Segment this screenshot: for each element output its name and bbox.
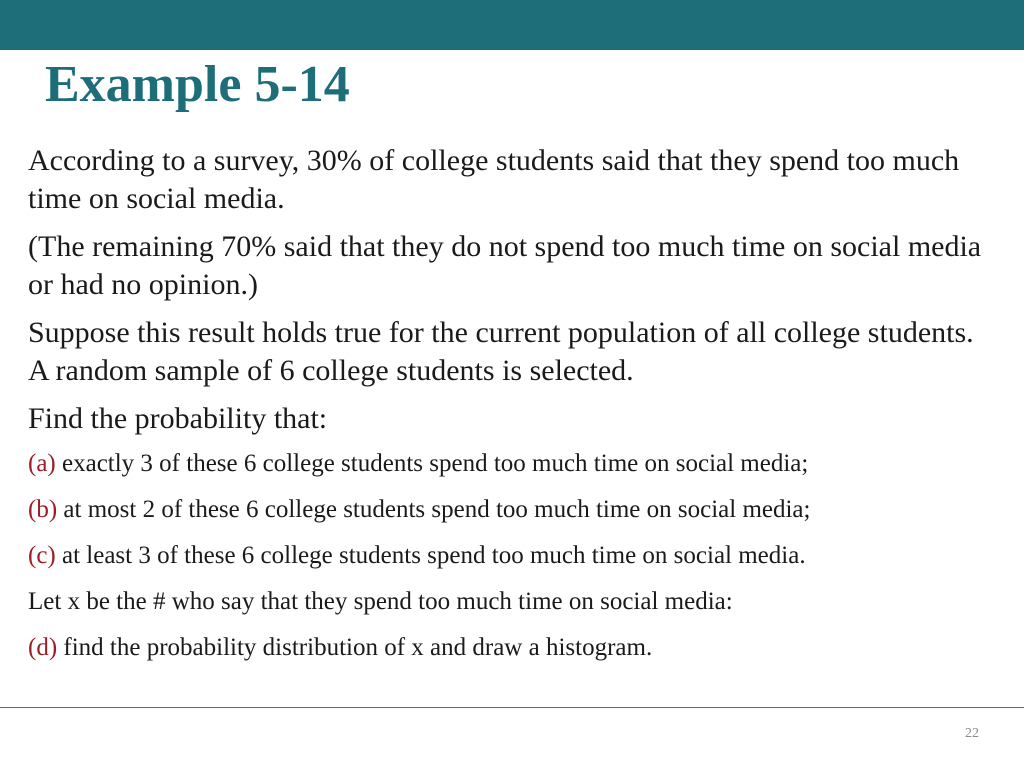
part-a xyxy=(28,448,998,479)
part-a-text: exactly 3 of these 6 college students spend too much time on social media; xyxy=(62,450,809,477)
part-b-label: (b) xyxy=(28,496,58,523)
page-number: 22 xyxy=(965,726,979,741)
let-x-line: Let x be the # who say that they spend too much time on social media: xyxy=(28,588,733,615)
footer-divider xyxy=(0,707,1024,708)
part-c-label: (c) xyxy=(28,542,56,569)
slide-body xyxy=(28,142,998,678)
part-c-text: at least 3 of these 6 college students spend too much time on social media. xyxy=(62,542,806,569)
paragraph-survey: According to a survey, 30% of college students said that they spend too much time on social media. xyxy=(28,144,960,215)
part-a-label: (a) xyxy=(28,450,56,477)
paragraph-remaining: (The remaining 70% said that they do not spend too much time on social media or had no opinion.) xyxy=(28,230,982,301)
header-bar xyxy=(0,0,1024,50)
part-b xyxy=(28,494,998,525)
part-b-text: at most 2 of these 6 college students spend too much time on social media; xyxy=(63,496,811,523)
part-d xyxy=(28,632,998,663)
slide-title: Example 5-14 xyxy=(45,56,350,113)
paragraph-find: Find the probability that: xyxy=(28,402,328,435)
paragraph-suppose: Suppose this result holds true for the current population of all college students. A random sample of 6 college students is selected. xyxy=(28,316,974,387)
part-d-label: (d) xyxy=(28,634,58,661)
part-d-text: find the probability distribution of x and draw a histogram. xyxy=(63,634,653,661)
part-c xyxy=(28,540,998,571)
